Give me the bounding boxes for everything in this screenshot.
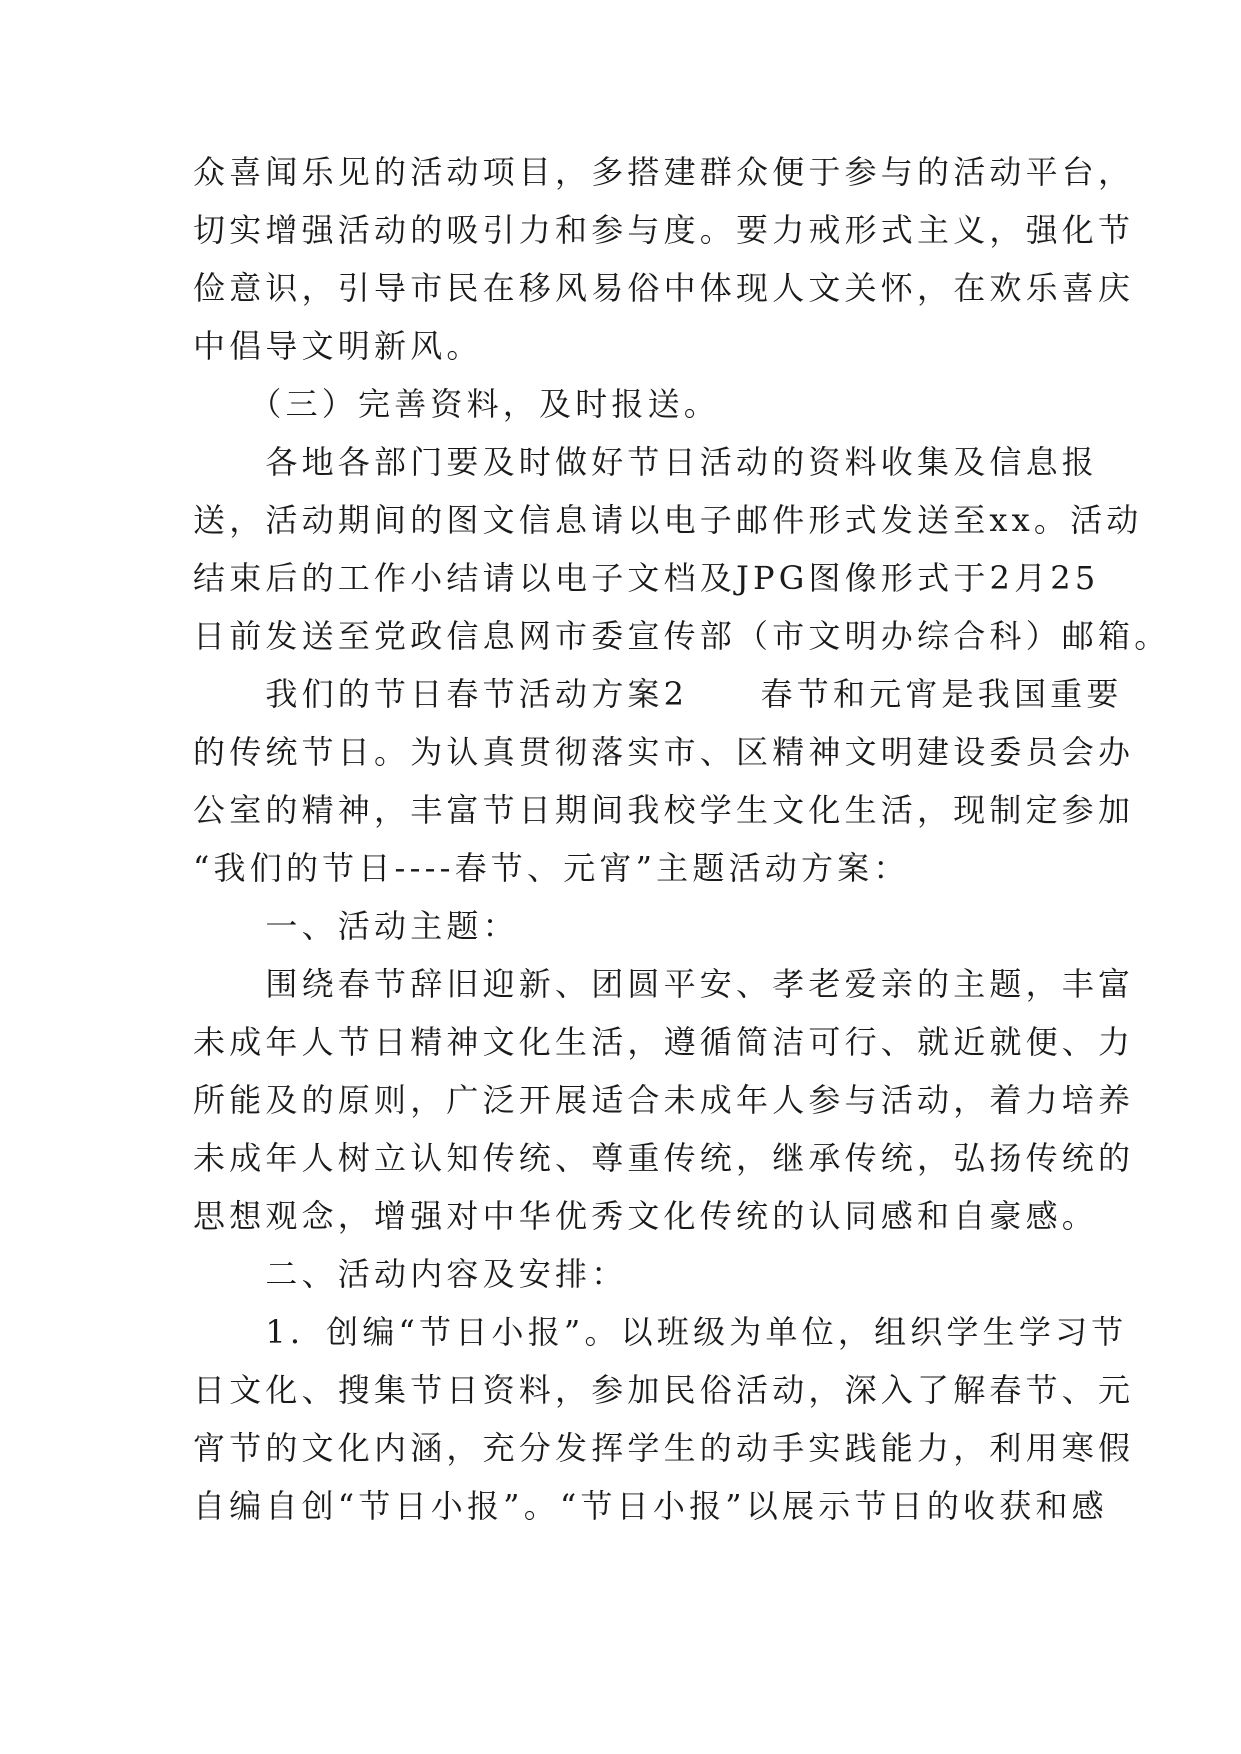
text-line: 日文化、搜集节日资料，参加民俗活动，深入了解春节、元 [193,1371,1135,1409]
text-line: 自编自创“节日小报”。“节日小报”以展示节日的收获和感 [193,1487,1108,1525]
text-line: 俭意识，引导市民在移风易俗中体现人文关怀，在欢乐喜庆 [193,269,1135,307]
text-line: 未成年人节日精神文化生活，遵循简洁可行、就近就便、力 [193,1023,1135,1061]
text-line: 公室的精神，丰富节日期间我校学生文化生活，现制定参加 [193,791,1135,829]
text-line: 宵节的文化内涵，充分发挥学生的动手实践能力，利用寒假 [193,1429,1135,1467]
text-line: 围绕春节辞旧迎新、团圆平安、孝老爱亲的主题，丰富 [193,965,1135,1003]
text-line: 结束后的工作小结请以电子文档及JPG图像形式于2月25 [193,559,1100,597]
text-line: 各地各部门要及时做好节日活动的资料收集及信息报 [193,443,1099,481]
text-line: 思想观念，增强对中华优秀文化传统的认同感和自豪感。 [193,1197,1099,1235]
text-line: 众喜闻乐见的活动项目，多搭建群众便于参与的活动平台， [193,153,1135,191]
text-line: 送，活动期间的图文信息请以电子邮件形式发送至xx。活动 [193,501,1143,539]
text-line: 1．创编“节日小报”。以班级为单位，组织学生学习节 [193,1313,1128,1351]
text-line: “我们的节日----春节、元宵”主题活动方案： [193,849,910,887]
text-line: 中倡导文明新风。 [193,327,483,365]
section-heading: （三）完善资料，及时报送。 [193,385,721,423]
text-line: 我们的节日春节活动方案2 春节和元宵是我国重要 [193,675,1123,713]
text-line: 切实增强活动的吸引力和参与度。要力戒形式主义，强化节 [193,211,1135,249]
text-line: 未成年人树立认知传统、尊重传统，继承传统，弘扬传统的 [193,1139,1135,1177]
text-line: 的传统节日。为认真贯彻落实市、区精神文明建设委员会办 [193,733,1135,771]
text-line: 所能及的原则，广泛开展适合未成年人参与活动，着力培养 [193,1081,1135,1119]
section-heading: 二、活动内容及安排： [193,1255,628,1293]
section-heading: 一、活动主题： [193,907,519,945]
text-line: 日前发送至党政信息网市委宣传部（市文明办综合科）邮箱。 [193,617,1171,655]
